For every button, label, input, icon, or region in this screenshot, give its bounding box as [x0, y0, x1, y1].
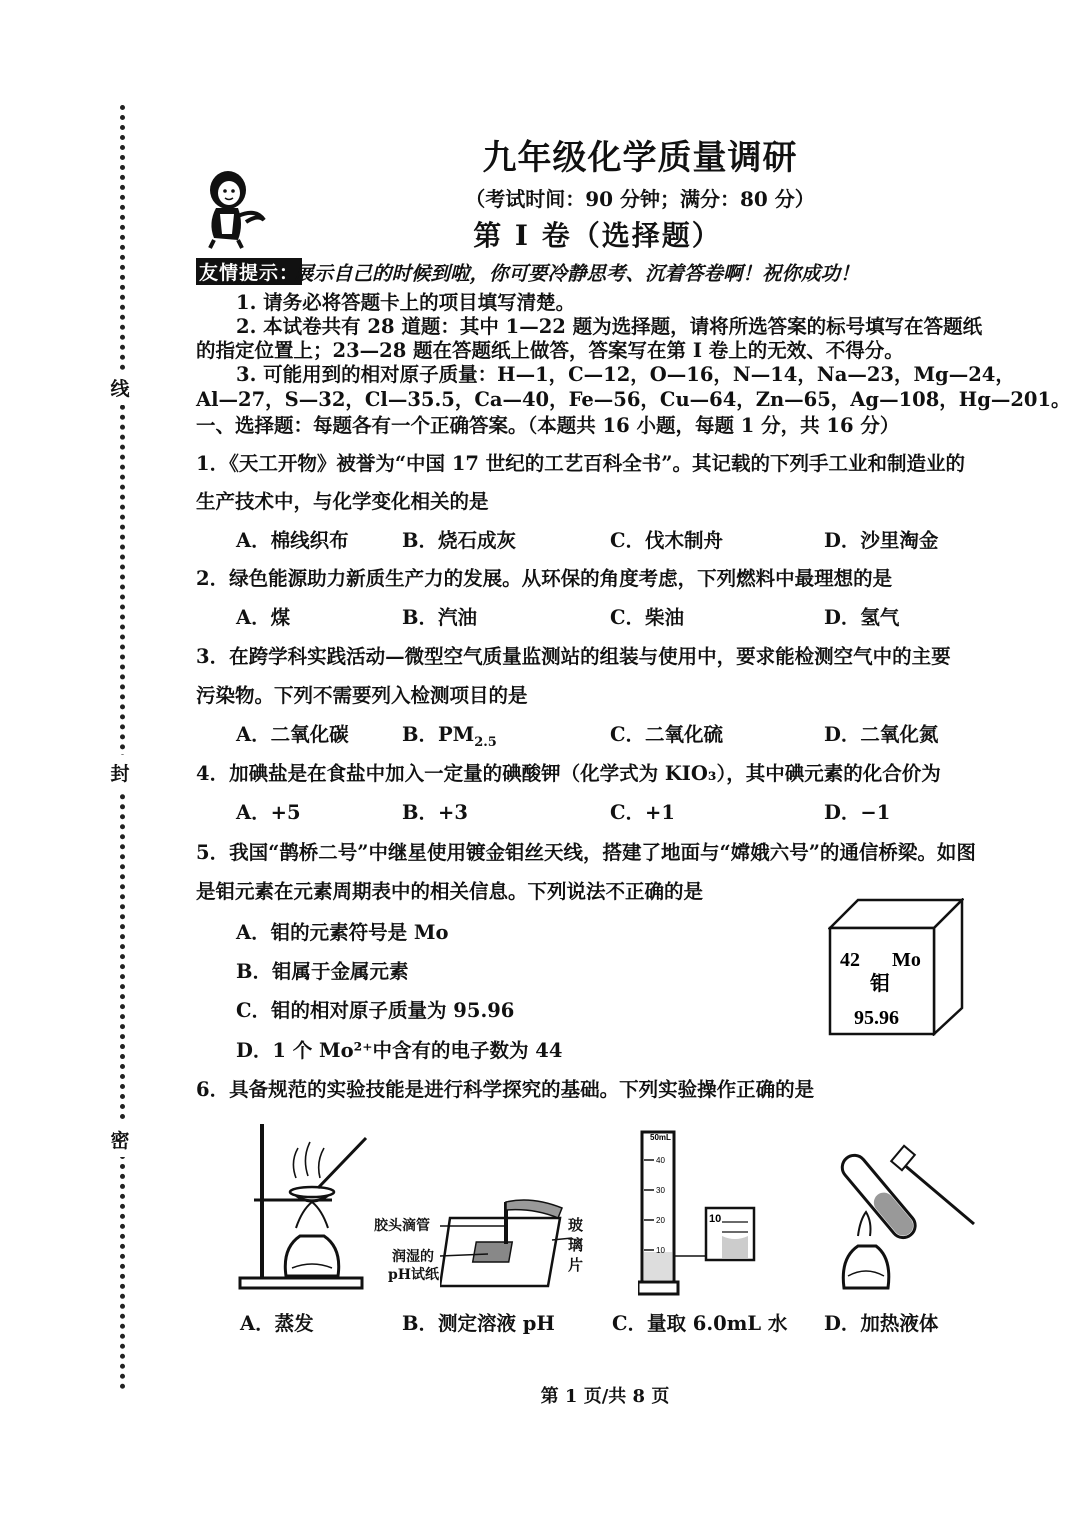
- cylinder-tick-20: 20: [656, 1216, 665, 1225]
- question-6-option-d: D．加热液体: [824, 1312, 939, 1335]
- page-number: 第 1 页/共 8 页: [540, 1386, 670, 1407]
- question-5-option-d: D．1 个 Mo²⁺中含有的电子数为 44: [236, 1039, 563, 1062]
- question-5-text: 5．我国“鹊桥二号”中继星使用镀金钼丝天线，搭建了地面与“嫦娥六号”的通信桥梁。如图: [196, 841, 976, 864]
- element-number: 42: [840, 949, 860, 971]
- binding-dotted-line: [120, 105, 125, 1390]
- question-1-option-c: C．伐木制舟: [610, 529, 724, 552]
- binding-label-seal: 封: [106, 755, 134, 790]
- question-5-option-c: C．钼的相对原子质量为 95.96: [236, 999, 515, 1022]
- page-title: 九年级化学质量调研: [482, 138, 798, 178]
- question-2-option-d: D．氢气: [824, 606, 900, 629]
- label-glass-3: 片: [568, 1256, 584, 1274]
- cylinder-tick-40: 40: [656, 1156, 665, 1165]
- question-2-text: 2．绿色能源助力新质生产力的发展。从环保的角度考虑，下列燃料中最理想的是: [196, 567, 893, 590]
- binding-label-secret: 密: [106, 1122, 134, 1157]
- tip-label: 友情提示：: [196, 258, 302, 285]
- question-6-option-a: A．蒸发: [240, 1312, 314, 1335]
- instruction-2-cont: 的指定位置上；23—28 题在答题纸上做答，答案写在第 I 卷上的无效、不得分。: [196, 339, 904, 362]
- cylinder-tick-30: 30: [656, 1186, 665, 1195]
- question-1-option-d: D．沙里淘金: [824, 529, 939, 552]
- question-1-text: 1．《天工开物》被誉为“中国 17 世纪的工艺百科全书”。其记载的下列手工业和制造业的: [196, 452, 965, 475]
- element-name: 钼: [870, 971, 890, 995]
- question-4-option-b: B．+3: [402, 801, 468, 824]
- question-3-option-c: C．二氧化硫: [610, 723, 724, 746]
- instruction-3-cont: Al—27，S—32，Cl—35.5，Ca—40，Fe—56，Cu—64，Zn—65，Ag—108，Hg—201。: [196, 388, 1071, 411]
- instruction-1: 1. 请务必将答题卡上的项目填写清楚。: [236, 291, 576, 314]
- question-2-option-b: B．汽油: [402, 606, 477, 629]
- label-wet-paper: 润湿的: [392, 1249, 434, 1265]
- label-glass-1: 玻: [568, 1216, 584, 1234]
- label-ph-paper: pH试纸: [388, 1267, 440, 1283]
- question-4-text: 4．加碘盐是在食盐中加入一定量的碘酸钾（化学式为 KIO₃），其中碘元素的化合价为: [196, 762, 941, 785]
- tip-message: 展示自己的时候到啦，你可要冷静思考、沉着答卷啊！祝你成功！: [294, 262, 860, 285]
- evaporation-apparatus-figure: [236, 1118, 372, 1292]
- question-1-option-b: B．烧石成灰: [402, 529, 516, 552]
- question-2-option-a: A．煤: [236, 606, 291, 629]
- instruction-2: 2. 本试卷共有 28 道题：其中 1—22 题为选择题，请将所选答案的标号填写在答题纸: [236, 315, 983, 338]
- binding-label-line: 线: [106, 370, 134, 405]
- question-3-text-cont: 污染物。下列不需要列入检测项目的是: [196, 684, 528, 707]
- measuring-cylinder-figure: [638, 1126, 768, 1296]
- molybdenum-element-card: [828, 898, 964, 1036]
- cylinder-capacity-label: 50mL: [650, 1133, 671, 1142]
- exam-info: （考试时间：90 分钟；满分：80 分）: [465, 187, 815, 211]
- label-glass-2: 璃: [568, 1236, 584, 1254]
- question-2-option-c: C．柴油: [610, 606, 685, 629]
- zoom-tick-label: 10: [709, 1213, 722, 1225]
- question-4-option-a: A．+5: [236, 801, 301, 824]
- question-3-option-a: A．二氧化碳: [236, 723, 349, 746]
- section-title: 第 Ⅰ 卷（选择题）: [473, 219, 722, 252]
- question-3-option-d: D．二氧化氮: [824, 723, 939, 746]
- question-4-option-d: D．−1: [824, 801, 891, 824]
- question-1-option-a: A．棉线织布: [236, 529, 349, 552]
- cylinder-tick-10: 10: [656, 1246, 665, 1255]
- question-5-option-b: B．钼属于金属元素: [236, 960, 409, 983]
- question-6-option-c: C．量取 6.0mL 水: [612, 1312, 788, 1335]
- label-dropper: 胶头滴管: [374, 1218, 430, 1234]
- instruction-3: 3. 可能用到的相对原子质量：H—1，C—12，O—16，N—14，Na—23，Mg—24，: [236, 363, 1015, 386]
- element-symbol: Mo: [892, 949, 921, 971]
- question-3-text: 3．在跨学科实践活动—微型空气质量监测站的组装与使用中，要求能检测空气中的主要: [196, 645, 951, 668]
- question-4-option-c: C．+1: [610, 801, 675, 824]
- heating-liquid-figure: [840, 1138, 980, 1298]
- question-3-option-b: B．$PM_{2.5}$: [402, 723, 497, 750]
- question-6-text: 6．具备规范的实验技能是进行科学探究的基础。下列实验操作正确的是: [196, 1078, 815, 1101]
- part-heading: 一、选择题：每题各有一个正确答案。（本题共 16 小题，每题 1 分，共 16 分）: [196, 414, 900, 437]
- question-1-text-cont: 生产技术中，与化学变化相关的是: [196, 490, 489, 513]
- question-6-option-b: B．测定溶液 pH: [402, 1312, 555, 1335]
- question-5-option-a: A．钼的元素符号是 Mo: [236, 921, 449, 944]
- element-mass: 95.96: [854, 1007, 899, 1029]
- question-5-text-cont: 是钼元素在元素周期表中的相关信息。下列说法不正确的是: [196, 880, 704, 903]
